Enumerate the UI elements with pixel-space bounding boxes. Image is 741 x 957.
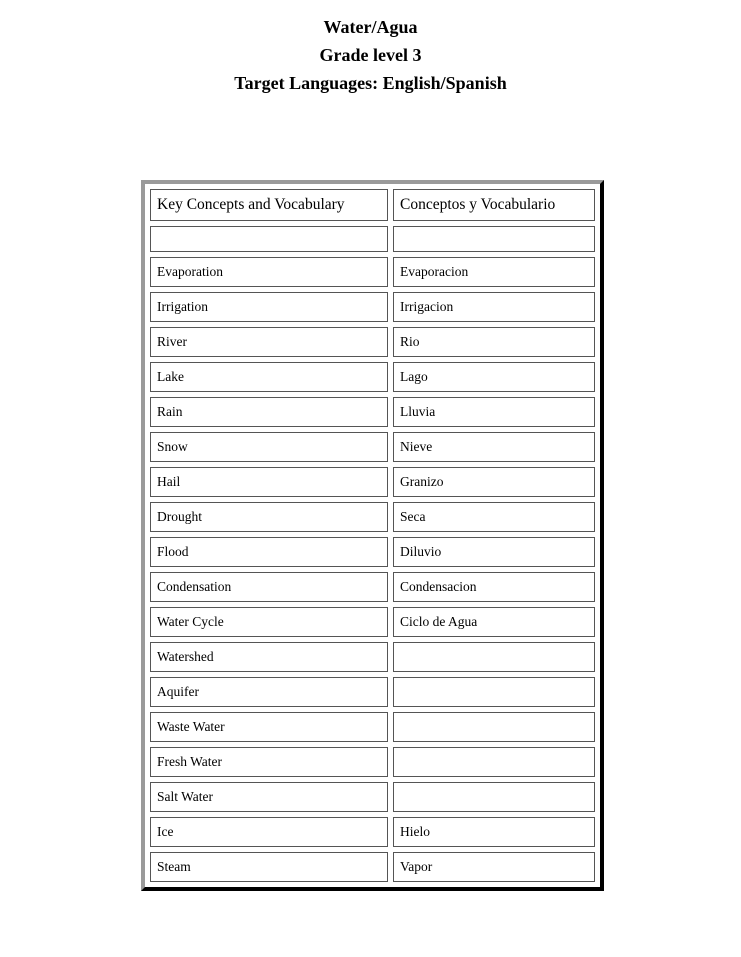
vocab-cell-spanish — [393, 432, 595, 462]
vocab-cell-spanish — [393, 642, 595, 672]
vocabulary-table-container — [141, 180, 597, 891]
vocab-term-english: Drought — [157, 509, 202, 524]
vocab-cell-spanish — [393, 747, 595, 777]
vocab-term-spanish — [400, 683, 588, 701]
vocab-cell-spanish — [393, 712, 595, 742]
vocabulary-table — [141, 180, 604, 891]
title-line-grade-level: Grade level 3 — [319, 45, 422, 65]
vocab-cell-english — [150, 397, 388, 427]
vocab-cell-english — [150, 467, 388, 497]
vocab-cell-spanish — [393, 292, 595, 322]
vocab-term-english: River — [157, 334, 187, 349]
table-row — [150, 362, 595, 392]
vocab-cell-english — [150, 362, 388, 392]
vocab-cell-english — [150, 502, 388, 532]
vocab-cell-english — [150, 747, 388, 777]
vocab-cell-spanish — [393, 572, 595, 602]
table-row — [150, 467, 595, 497]
vocab-cell-english — [150, 607, 388, 637]
table-row — [150, 747, 595, 777]
vocab-term-english: Flood — [157, 544, 189, 559]
vocab-cell-english — [150, 782, 388, 812]
vocab-cell-spanish — [393, 397, 595, 427]
vocab-term-spanish: Diluvio — [400, 544, 442, 559]
vocab-term-english: Hail — [157, 474, 181, 489]
vocab-cell-spanish — [393, 502, 595, 532]
table-spacer-row — [150, 226, 595, 252]
vocab-cell-spanish — [393, 817, 595, 847]
header-label-spanish: Conceptos y Vocabulario — [400, 196, 556, 213]
vocab-term-spanish — [400, 788, 588, 806]
table-row — [150, 642, 595, 672]
vocab-term-english: Condensation — [157, 579, 232, 594]
vocab-cell-english — [150, 572, 388, 602]
vocab-cell-english — [150, 677, 388, 707]
table-row — [150, 677, 595, 707]
table-row — [150, 817, 595, 847]
spacer-cell-spanish — [393, 226, 595, 252]
table-row — [150, 537, 595, 567]
vocab-term-english: Aquifer — [157, 684, 199, 699]
vocab-term-spanish: Ciclo de Agua — [400, 614, 478, 629]
vocab-term-english: Evaporation — [157, 264, 223, 279]
spacer-cell-english — [150, 226, 388, 252]
table-row — [150, 712, 595, 742]
vocab-cell-english — [150, 537, 388, 567]
spacer-text-english — [157, 230, 381, 248]
vocab-cell-english — [150, 712, 388, 742]
spacer-text-spanish — [400, 230, 588, 248]
vocab-term-spanish: Lluvia — [400, 404, 436, 419]
table-row — [150, 292, 595, 322]
vocab-term-english: Irrigation — [157, 299, 208, 314]
vocab-term-english: Water Cycle — [157, 614, 224, 629]
vocab-cell-english — [150, 257, 388, 287]
table-row — [150, 782, 595, 812]
vocab-term-spanish: Nieve — [400, 439, 433, 454]
header-cell-spanish — [393, 189, 595, 221]
vocab-cell-spanish — [393, 537, 595, 567]
vocab-cell-spanish — [393, 607, 595, 637]
vocab-term-spanish: Lago — [400, 369, 428, 384]
document-title-block — [0, 0, 741, 97]
vocab-cell-english — [150, 292, 388, 322]
vocab-term-spanish: Seca — [400, 509, 426, 524]
vocab-term-spanish: Evaporacion — [400, 264, 469, 279]
vocab-term-english: Steam — [157, 859, 191, 874]
vocab-term-english: Waste Water — [157, 719, 225, 734]
vocab-term-spanish: Hielo — [400, 824, 430, 839]
vocabulary-table-body — [150, 189, 595, 882]
table-row — [150, 327, 595, 357]
vocab-term-spanish: Vapor — [400, 859, 433, 874]
vocab-term-spanish: Rio — [400, 334, 420, 349]
vocab-cell-spanish — [393, 362, 595, 392]
table-row — [150, 397, 595, 427]
table-row — [150, 432, 595, 462]
vocab-term-spanish: Condensacion — [400, 579, 477, 594]
vocab-cell-spanish — [393, 467, 595, 497]
vocab-term-spanish — [400, 648, 588, 666]
vocab-cell-english — [150, 642, 388, 672]
title-line-target-languages: Target Languages: English/Spanish — [234, 73, 507, 93]
vocab-cell-spanish — [393, 782, 595, 812]
vocab-term-spanish: Granizo — [400, 474, 444, 489]
vocab-cell-english — [150, 327, 388, 357]
header-label-english: Key Concepts and Vocabulary — [157, 196, 345, 213]
title-line-subject: Water/Agua — [323, 17, 418, 37]
vocab-cell-spanish — [393, 852, 595, 882]
vocab-term-english: Snow — [157, 439, 188, 454]
vocab-cell-english — [150, 852, 388, 882]
vocab-cell-spanish — [393, 257, 595, 287]
vocab-term-english: Watershed — [157, 649, 214, 664]
vocab-term-english: Lake — [157, 369, 184, 384]
vocab-term-spanish: Irrigacion — [400, 299, 454, 314]
vocab-term-english: Rain — [157, 404, 183, 419]
table-row — [150, 502, 595, 532]
vocab-term-english: Salt Water — [157, 789, 214, 804]
vocab-cell-spanish — [393, 677, 595, 707]
vocab-term-spanish — [400, 718, 588, 736]
vocab-term-english: Fresh Water — [157, 754, 223, 769]
header-cell-english — [150, 189, 388, 221]
table-row — [150, 852, 595, 882]
vocab-term-spanish — [400, 753, 588, 771]
table-row — [150, 257, 595, 287]
vocab-term-english: Ice — [157, 824, 174, 839]
table-row — [150, 572, 595, 602]
table-row — [150, 607, 595, 637]
vocab-cell-spanish — [393, 327, 595, 357]
vocab-cell-english — [150, 432, 388, 462]
table-header-row — [150, 189, 595, 221]
vocab-cell-english — [150, 817, 388, 847]
